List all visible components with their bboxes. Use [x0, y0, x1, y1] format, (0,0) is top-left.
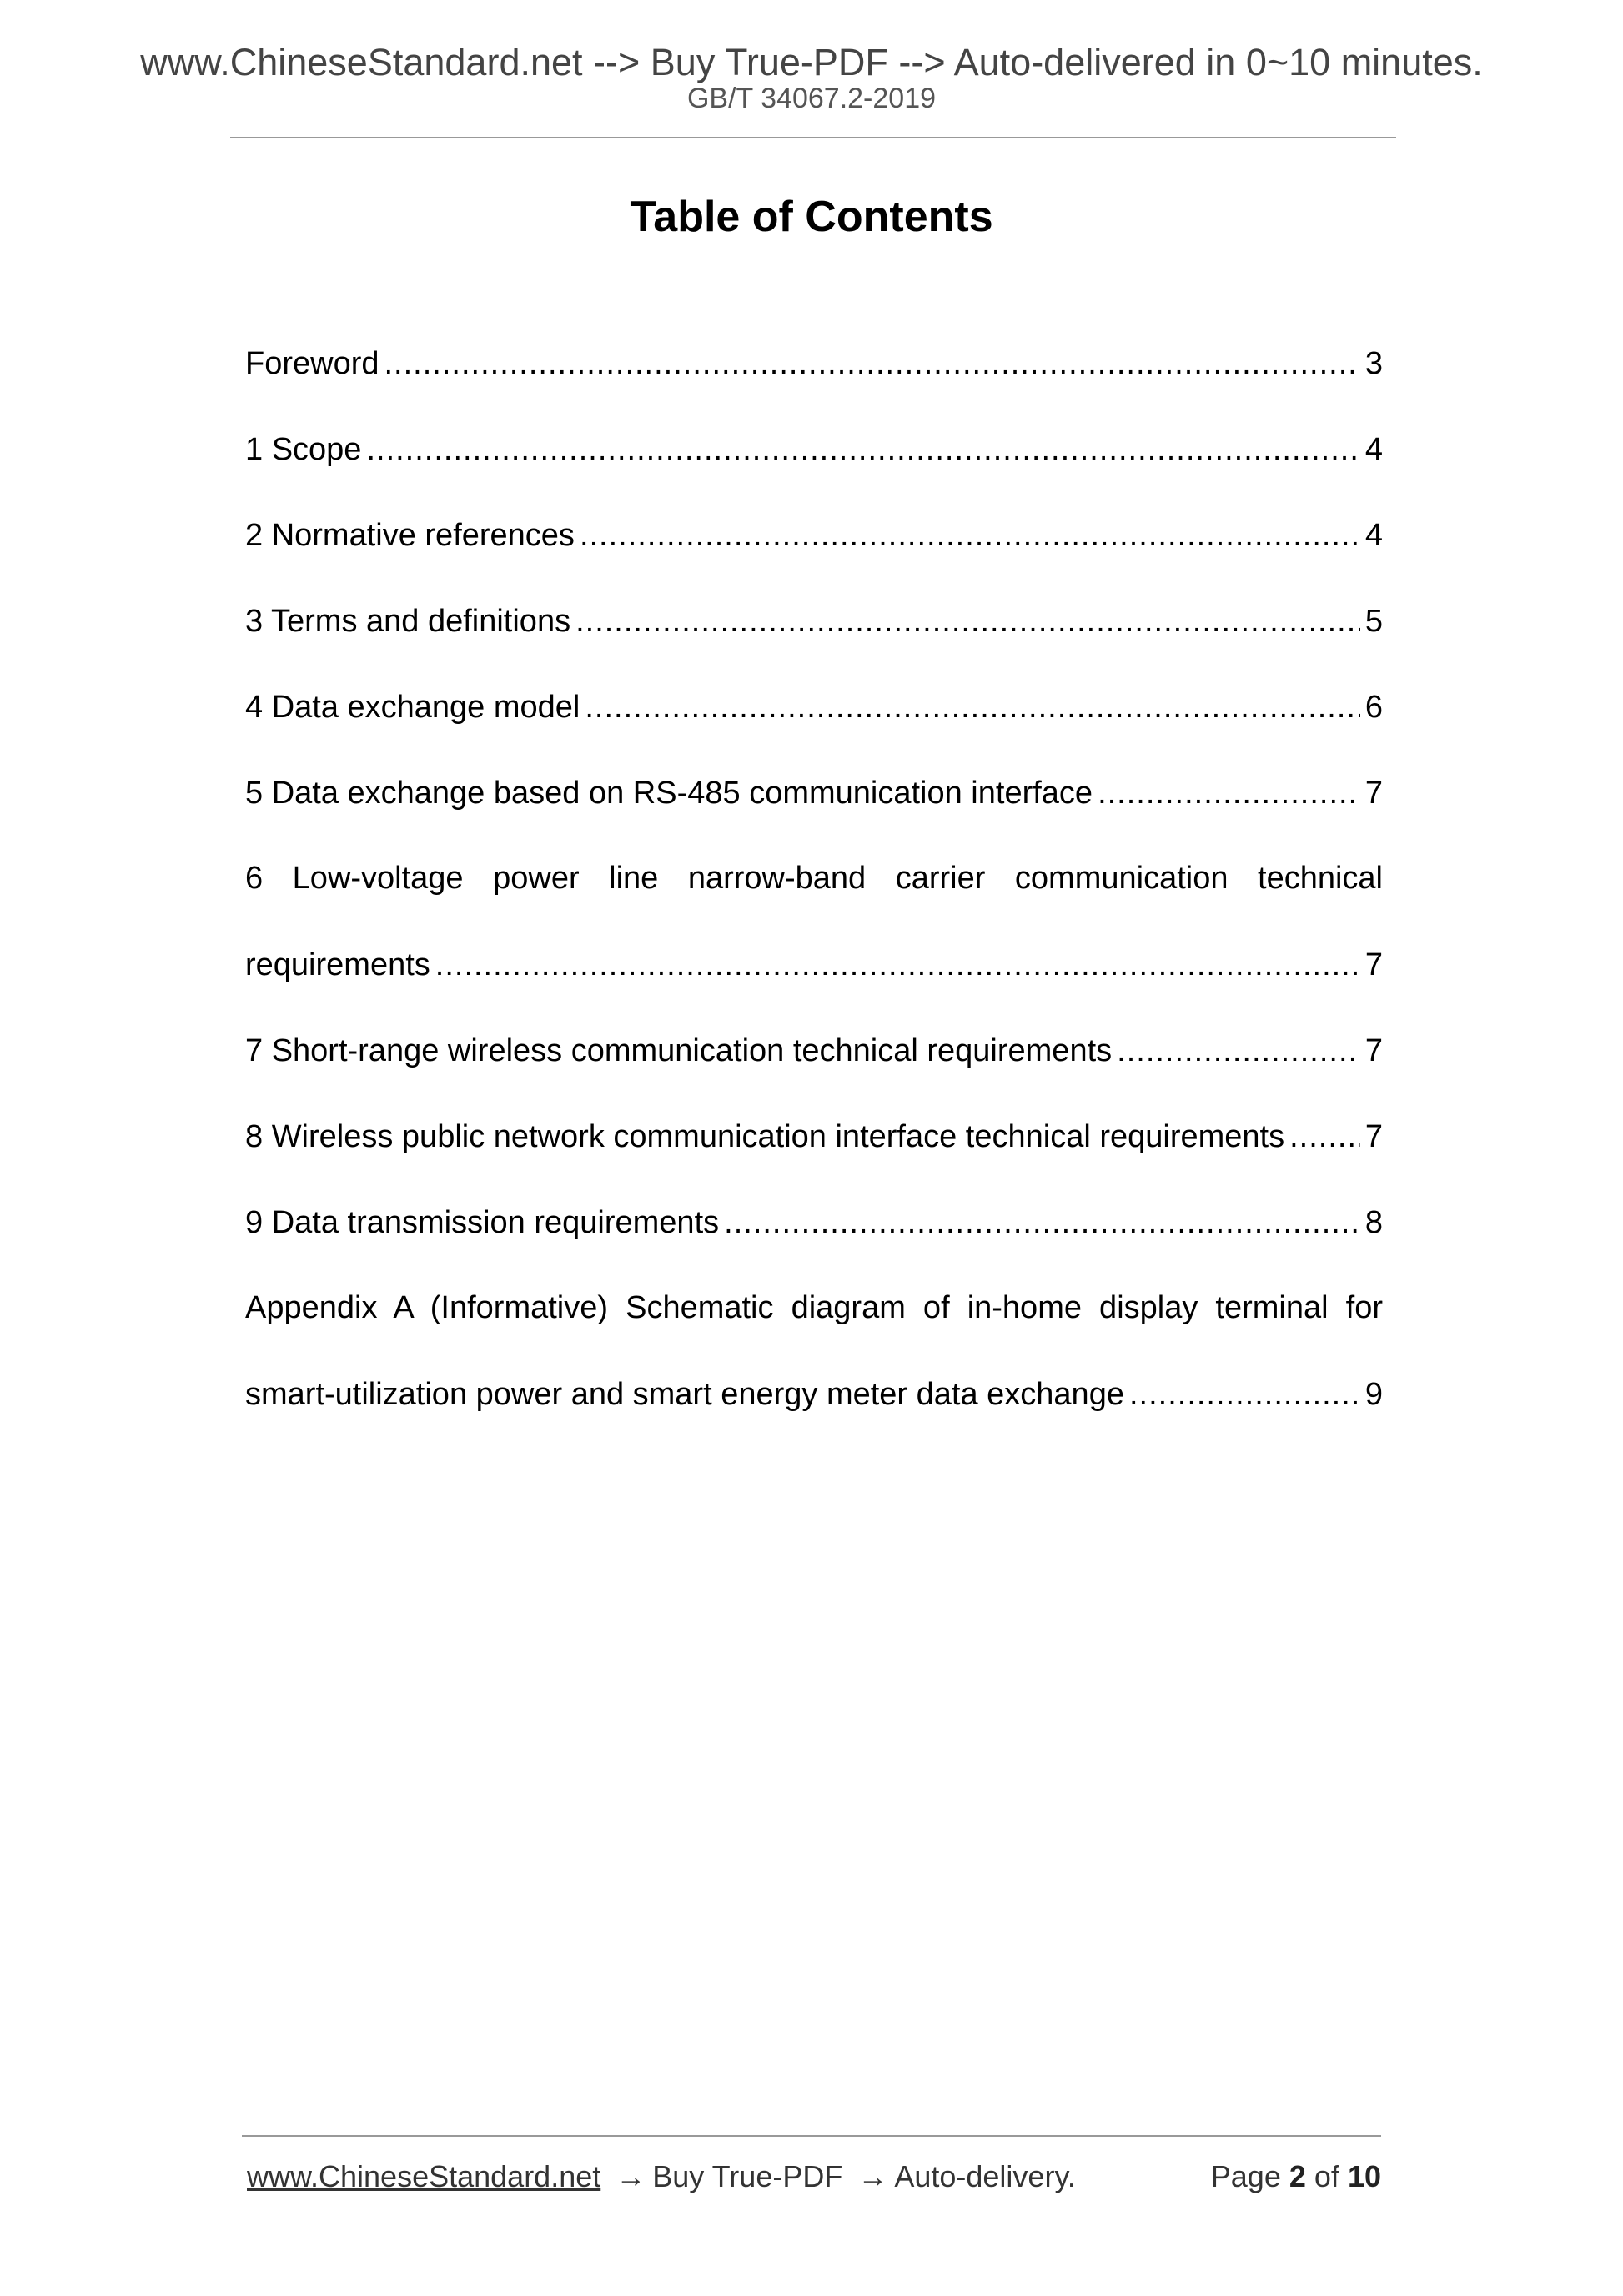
arrow-right-icon: → — [616, 2159, 646, 2193]
toc-entry-page: 9 — [1364, 1376, 1383, 1412]
footer-divider — [242, 2135, 1381, 2137]
toc-entry-page: 7 — [1364, 947, 1383, 982]
site-banner: www.ChineseStandard.net --> Buy True-PDF --> Auto-delivered in 0~10 minutes. — [140, 41, 1483, 83]
toc-entry-normative-references[interactable] — [245, 492, 1383, 578]
page-total: 10 — [1347, 2159, 1381, 2193]
dot-leader — [1098, 774, 1360, 812]
header-divider — [230, 137, 1396, 138]
document-code: GB/T 34067.2-2019 — [686, 83, 937, 114]
page-label: Page — [1210, 2159, 1281, 2193]
toc-entry-text: 5 Data exchange based on RS-485 communication interface — [245, 775, 1093, 811]
toc-entry-text: Foreword — [245, 345, 379, 381]
toc-entry-plc-line2[interactable] — [245, 922, 1383, 1007]
toc-entry-wireless-public-network[interactable] — [245, 1093, 1383, 1179]
toc-entry-short-range-wireless[interactable] — [245, 1007, 1383, 1093]
dot-leader — [366, 430, 1359, 469]
toc-entry-page: 3 — [1364, 345, 1383, 381]
toc-entry-text: 7 Short-range wireless communication technical requirements — [245, 1032, 1113, 1068]
page-number — [1211, 2158, 1381, 2195]
toc-entry-rs485[interactable] — [245, 750, 1383, 836]
toc-entry-text: smart-utilization power and smart energy meter data exchange — [245, 1376, 1124, 1412]
dot-leader — [435, 946, 1360, 984]
page-title: Table of Contents — [630, 193, 993, 241]
of-label: of — [1314, 2159, 1339, 2193]
toc-entry-text: Appendix A (Informative) Schematic diagram of in-home display terminal for — [245, 1290, 1383, 1325]
toc-entry-page: 4 — [1364, 431, 1383, 467]
table-of-contents — [245, 320, 1383, 1437]
toc-entry-appendix-a-line2[interactable] — [245, 1351, 1383, 1437]
dot-leader — [1117, 1032, 1360, 1070]
toc-entry-page: 4 — [1364, 517, 1383, 553]
toc-entry-page: 5 — [1364, 603, 1383, 639]
toc-entry-page: 6 — [1364, 689, 1383, 725]
toc-entry-page: 7 — [1364, 775, 1383, 811]
toc-entry-page: 8 — [1364, 1204, 1383, 1240]
toc-entry-data-transmission[interactable] — [245, 1179, 1383, 1265]
dot-leader — [580, 516, 1360, 555]
dot-leader — [585, 688, 1359, 726]
toc-entry-text: 3 Terms and definitions — [245, 603, 571, 639]
toc-entry-text: 8 Wireless public network communication interface technical requirements — [245, 1118, 1285, 1154]
toc-entry-appendix-a-line1[interactable] — [245, 1265, 1383, 1351]
dot-leader — [1289, 1118, 1360, 1156]
page-footer — [247, 2158, 1381, 2195]
toc-entry-page: 7 — [1364, 1032, 1383, 1068]
page-current: 2 — [1289, 2159, 1306, 2193]
toc-entry-text: 2 Normative references — [245, 517, 575, 553]
dot-leader — [575, 602, 1360, 641]
footer-site-link[interactable]: www.ChineseStandard.net — [247, 2159, 601, 2193]
toc-entry-text: 4 Data exchange model — [245, 689, 580, 725]
toc-entry-text: requirements — [245, 947, 430, 982]
toc-entry-data-exchange-model[interactable] — [245, 664, 1383, 750]
arrow-right-icon: → — [857, 2159, 888, 2193]
toc-entry-text: 9 Data transmission requirements — [245, 1204, 720, 1240]
toc-entry-scope[interactable] — [245, 406, 1383, 492]
toc-entry-plc-line1[interactable] — [245, 836, 1383, 922]
toc-entry-text: 6 Low-voltage power line narrow-band carrier communication technical — [245, 861, 1383, 896]
dot-leader — [384, 344, 1360, 383]
toc-entry-text: 1 Scope — [245, 431, 362, 467]
dot-leader — [724, 1203, 1360, 1242]
toc-entry-page: 7 — [1364, 1118, 1383, 1154]
toc-entry-foreword[interactable] — [245, 320, 1383, 406]
dot-leader — [1129, 1375, 1360, 1414]
footer-left — [247, 2158, 1076, 2195]
toc-entry-terms-definitions[interactable] — [245, 578, 1383, 664]
footer-auto-text: Auto-delivery. — [894, 2159, 1076, 2193]
footer-buy-text: Buy True-PDF — [652, 2159, 843, 2193]
